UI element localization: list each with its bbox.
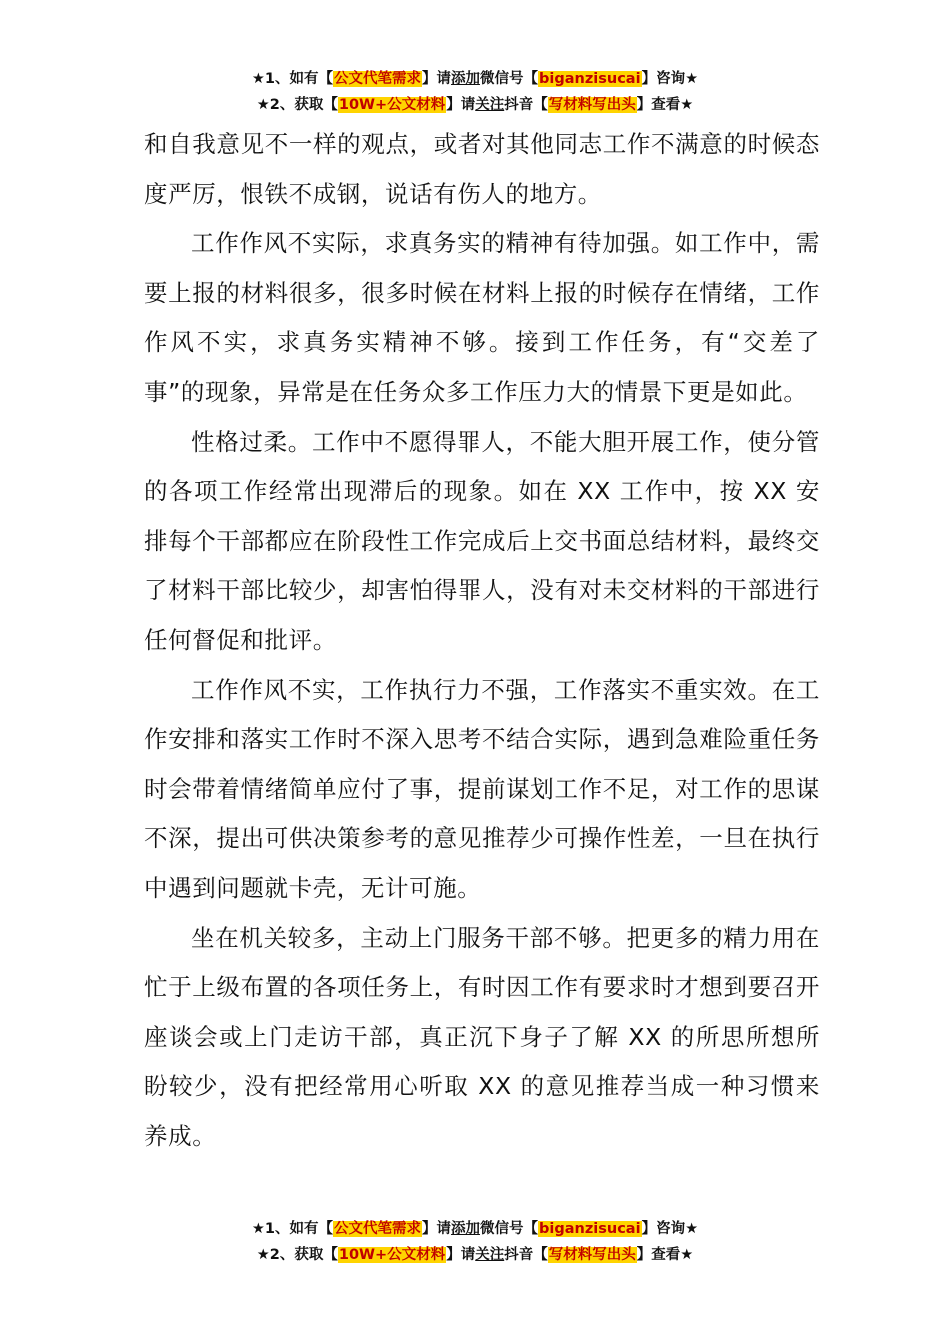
paragraph-personality: 性格过柔。工作中不愿得罪人，不能大胆开展工作，使分管的各项工作经常出现滞后的现象。如在 XX 工作中，按 XX 安排每个干部都应在阶段性工作完成后上交书面总结材料，最终交了材料干部比较少，却害怕得罪人，没有对未交材料的干部进行任何督促和批评。	[144, 427, 820, 654]
footer-banner	[0, 1216, 950, 1268]
paragraph-service: 坐在机关较多，主动上门服务干部不够。把更多的精力用在忙于上级布置的各项任务上，有时因工作有要求时才想到要召开座谈会或上门走访干部，真正沉下身子了解 XX 的所思所想所盼较少，没有把经常用心听取 XX 的意见推荐当成一种习惯来养成。	[144, 923, 820, 1150]
banner-text: 】请	[446, 97, 476, 113]
banner-text: 】查看★	[636, 97, 694, 113]
banner-text: 抖音【	[504, 97, 548, 113]
banner-highlight: biganzisucai	[539, 71, 641, 87]
document-body	[144, 120, 820, 1161]
banner-text: 微信号【	[480, 1221, 539, 1237]
header-banner	[0, 66, 950, 118]
banner-text: 抖音【	[504, 1247, 548, 1263]
banner-text: 】请	[422, 1221, 452, 1237]
banner-text: 】查看★	[636, 1247, 694, 1263]
paragraph-work-style: 工作作风不实际，求真务实的精神有待加强。如工作中，需要上报的材料很多，很多时候在材料上报的时候存在情绪，工作作风不实，求真务实精神不够。接到工作任务，有“交差了事”的现象，异常是在任务众多工作压力大的情景下更是如此。	[144, 229, 820, 406]
banner-line-2	[0, 1242, 950, 1268]
banner-underline: 添加	[451, 1221, 481, 1237]
banner-highlight: 写材料写出头	[548, 1247, 636, 1263]
banner-text: 微信号【	[480, 71, 539, 87]
banner-highlight: 公文代笔需求	[334, 1221, 422, 1237]
banner-text: 】请	[422, 71, 452, 87]
banner-highlight: biganzisucai	[539, 1221, 641, 1237]
banner-underline: 关注	[475, 1247, 505, 1263]
banner-highlight: 写材料写出头	[548, 97, 636, 113]
banner-highlight: 10W+公文材料	[338, 97, 446, 113]
banner-text: 】咨询★	[641, 71, 699, 87]
banner-line-1	[0, 1216, 950, 1242]
banner-text: 】请	[446, 1247, 476, 1263]
banner-text: ★1、如有【	[251, 71, 334, 87]
paragraph-continued: 和自我意见不一样的观点，或者对其他同志工作不满意的时候态度严厉，恨铁不成钢，说话有伤人的地方。	[144, 130, 820, 208]
banner-text: ★2、获取【	[256, 1247, 338, 1263]
banner-text: ★1、如有【	[251, 1221, 334, 1237]
banner-text: 】咨询★	[641, 1221, 699, 1237]
banner-highlight: 公文代笔需求	[334, 71, 422, 87]
banner-highlight: 10W+公文材料	[338, 1247, 446, 1263]
paragraph-execution: 工作作风不实，工作执行力不强，工作落实不重实效。在工作安排和落实工作时不深入思考不结合实际，遇到急难险重任务时会带着情绪简单应付了事，提前谋划工作不足，对工作的思谋不深，提出可供决策参考的意见推荐少可操作性差，一旦在执行中遇到问题就卡壳，无计可施。	[144, 675, 820, 902]
banner-text: ★2、获取【	[256, 97, 338, 113]
banner-line-1	[0, 66, 950, 92]
banner-underline: 关注	[475, 97, 505, 113]
banner-line-2	[0, 92, 950, 118]
banner-underline: 添加	[451, 71, 481, 87]
